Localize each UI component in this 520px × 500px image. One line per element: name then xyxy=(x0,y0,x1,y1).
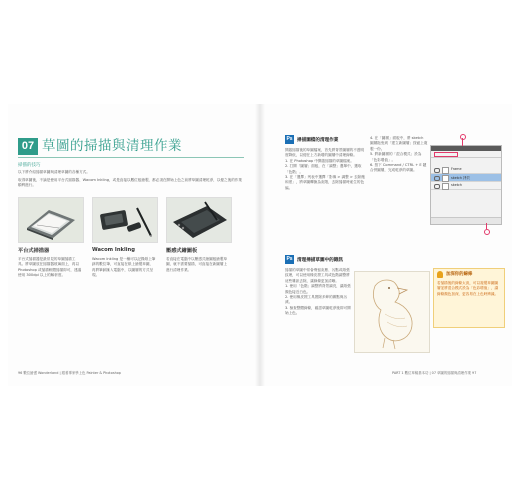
bird-sketch-image xyxy=(354,271,430,353)
callout-marker xyxy=(460,134,466,140)
layers-panel-options xyxy=(431,151,501,158)
intro-body: 取得草圖後，不論是使用平台式掃描器、Wacom Inkling，或是直接以數位板繪製，都必須在開始上色之前將草圖清理乾淨，以便之後的作業順利進行。 xyxy=(18,178,242,188)
ps-section-2-body: 掃描的草圖中常會殘留灰塵、污點或紙張紋理，可以使用橡皮擦工具或色階調整將這些雜訊去除，讓線條更加清晰。 1. 使用「色階」調整將背景調亮，讓紙張顏色接近白色。 2. 使用橡皮擦工具擦除多餘的雜點與污漬。 3. 檢查整體線條，確認草圖乾淨後即可開始上色。 xyxy=(285,268,351,316)
layer-thumbnail xyxy=(442,183,449,190)
section-heading: 掃描的技巧 xyxy=(18,163,41,168)
photoshop-icon: Ps xyxy=(286,136,293,142)
ps-section-1-steps-a: 開啟掃描後的草圖檔案，首先將背景圖層的不透明度降低，以便在上方新增的圖層中清理線條。 1. 在 Photoshop 中開啟掃描的草圖檔案。 2. 打開「圖層」面板，在「調整」選單中，選取「色階」。 3. 在「選擇」列表中選擇「影像 > 調整 > 去除飽和度」，將草圖轉換為灰階，去除掃描時產生的色偏。 xyxy=(285,148,365,190)
column-body-scanner: 平台式掃描器是最常見的草圖掃描工具。將草圖放在掃描器玻璃面上，再以 Photoshop 或掃描軟體掃描即可，建議使用 300dpi 以上的解析度。 xyxy=(18,257,82,278)
inkling-image xyxy=(92,197,158,243)
pen-tablet-illustration xyxy=(167,198,231,242)
layer-row-frame xyxy=(431,166,501,174)
eye-icon xyxy=(434,184,440,189)
layer-label: sketch xyxy=(451,183,463,187)
tip-box xyxy=(433,268,505,328)
layer-thumbnail xyxy=(442,167,449,174)
eye-icon xyxy=(434,168,440,173)
wacom-inkling-illustration xyxy=(93,198,157,242)
column-title-inkling: Wacom Inkling xyxy=(92,247,135,253)
layer-row-sketch xyxy=(431,182,501,190)
layer-label: sketch 拷貝 xyxy=(451,176,470,180)
column-body-tablet: 若直接在電腦中以壓感式繪圖板繪製草圖，就不需要掃描，可直接在新圖層上進行清理作業。 xyxy=(166,257,228,272)
ps-section-1-steps-b: 4. 在「圖層」面板中，將 sketch 圖層拖曳到「建立新圖層」按鈕上複製一份。 5. 將新圖層的「混合模式」設為「色彩增值」。 6. 按下 Command / CTRL + E 鍵合併圖層，完成乾淨的草圖。 xyxy=(370,136,428,173)
flatbed-scanner-illustration xyxy=(19,198,83,242)
bird-sketch-illustration xyxy=(355,272,429,352)
layer-row-sketch-copy xyxy=(431,174,501,182)
ps-section-2-title: 清理掃描草圖中的雜訊 xyxy=(297,258,343,263)
column-body-inkling: Wacom Inkling 是一種可以記錄紙上筆跡的數位筆，可直接在紙上繪製草圖，再將筆跡匯入電腦中，以圖層的方式呈現。 xyxy=(92,257,156,278)
callout-marker xyxy=(484,229,490,235)
chapter-title: 草圖的掃描與清理作業 xyxy=(42,138,182,154)
lightbulb-icon xyxy=(437,271,443,278)
chapter-number: 07 xyxy=(18,138,38,155)
layers-panel-screenshot xyxy=(430,145,502,225)
tip-title: 加深你的線條 xyxy=(446,272,473,277)
ps-section-1-title: 掃描圖檔的清理作業 xyxy=(297,138,339,143)
blend-mode-highlight xyxy=(434,152,458,157)
eye-icon xyxy=(434,176,440,181)
scanner-image xyxy=(18,197,84,243)
column-title-scanner: 平台式掃描器 xyxy=(18,248,50,254)
column-title-tablet: 壓感式繪圖板 xyxy=(166,248,198,254)
tablet-image xyxy=(166,197,232,243)
layers-panel-footer xyxy=(431,217,501,224)
layer-label: Frame xyxy=(451,167,462,171)
right-footer: PART 1 數位草稿基本功 | 07 草圖的掃描與清理作業 97 xyxy=(392,371,477,375)
intro-line: 以下將介紹掃描草圖與清理草圖的各種方式。 xyxy=(18,170,90,174)
book-gutter xyxy=(255,104,265,386)
left-footer: 96 數位繪畫 Wonderland | 跟著專家學上色 Painter & Photoshop xyxy=(18,371,121,375)
photoshop-icon: Ps xyxy=(286,256,293,262)
title-divider xyxy=(18,157,244,158)
layer-thumbnail xyxy=(442,175,449,182)
tip-body: 若掃描後的線條太淡，可以複製草圖圖層並將混合模式設為「色彩增值」，讓線條顏色加深，更容易在上色時辨識。 xyxy=(437,281,499,296)
